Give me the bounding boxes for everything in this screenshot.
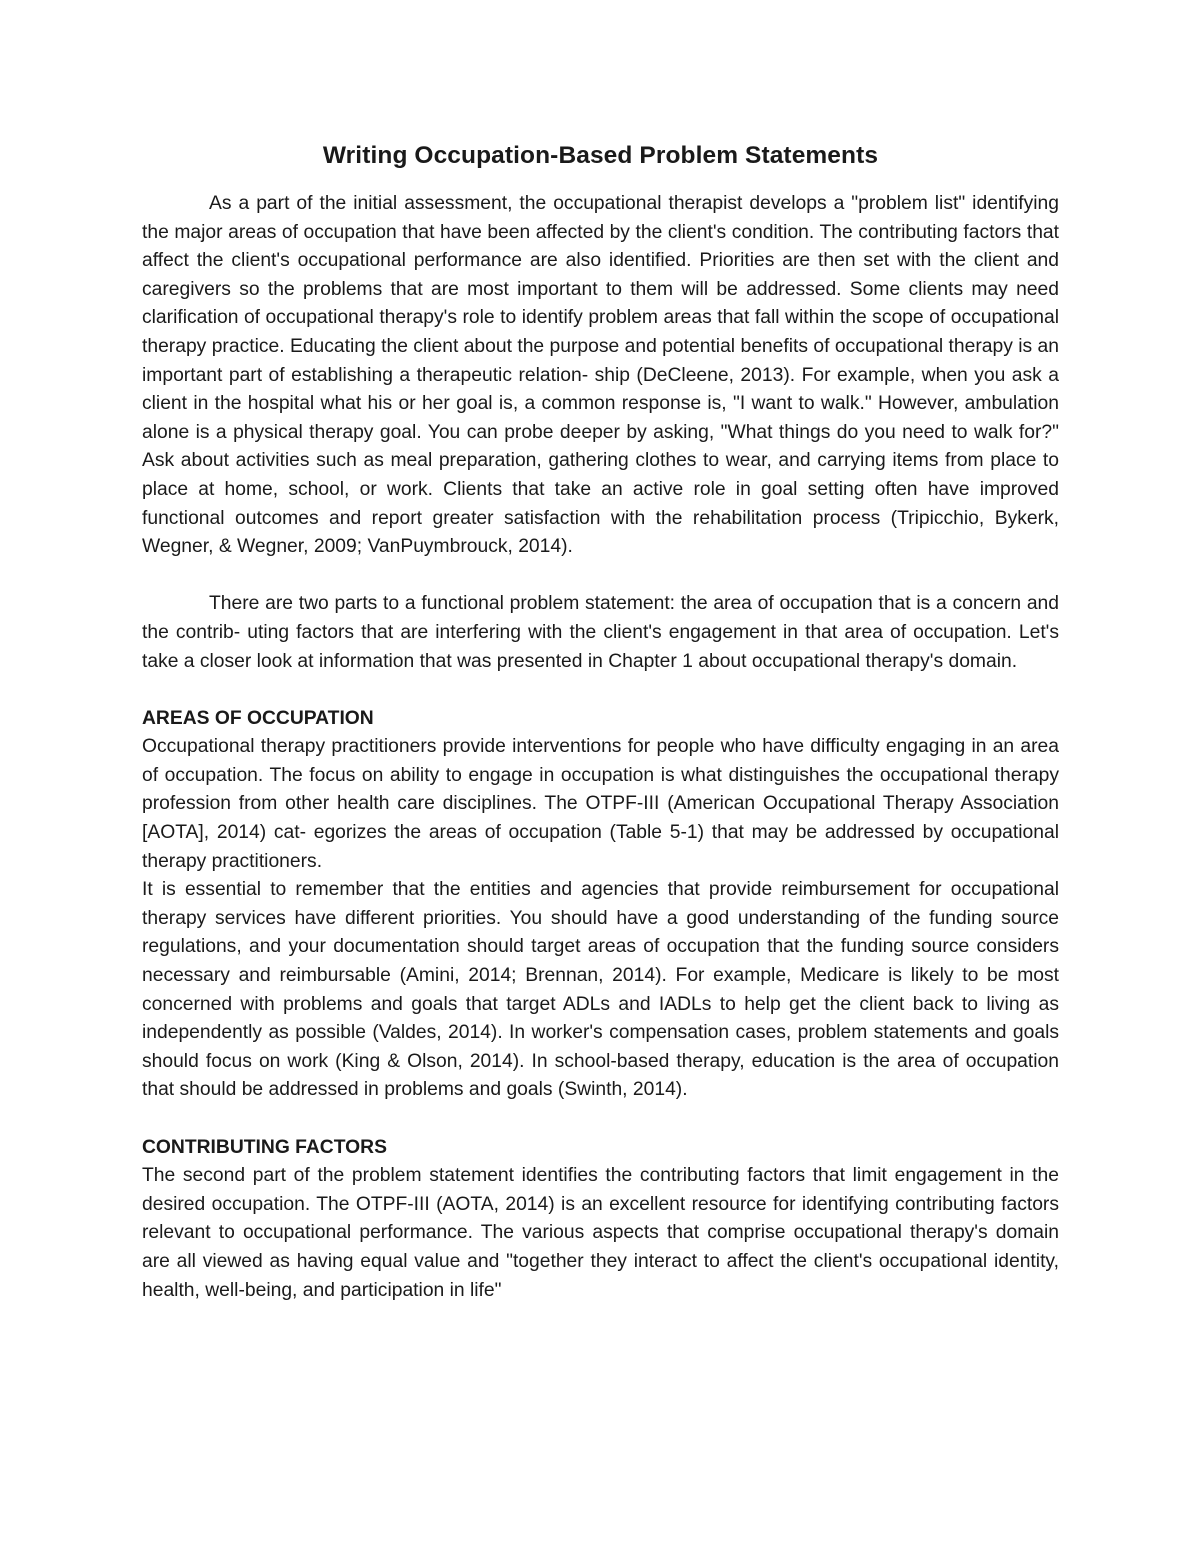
contributing-paragraph-1: The second part of the problem statement identifies the contributing factors that limit engagement in the desired occupation. The OTPF-III (AOTA, 2014) is an excellent resource for identifying contributing factors relevant to occupational performance. The various aspects that comprise occupational therapy's domain are all viewed as having equal value and "together they interact to affect the client's occupational identity, health, well-being, and participation in life" <box>142 1165 1059 1301</box>
document-page <box>142 140 1059 1305</box>
section-heading-areas-of-occupation: AREAS OF OCCUPATION <box>142 707 374 729</box>
intro-paragraph-1: As a part of the initial assessment, the occupational therapist develops a "problem list" identifying the major areas of occupation that have been affected by the client's condition. The contributing factors that affect the client's occupational performance are also identified. Priorities are then set with the client and caregivers so the problems that are most important to them will be addressed. Some clients may need clarification of occupational therapy's role to identify problem areas that fall within the scope of occupational therapy practice. Educating the client about the purpose and potential benefits of occupational therapy is an important part of establishing a therapeutic relation- ship (DeCleene, 2013). For example, when you ask a client in the hospital what his or her goal is, a common response is, "I want to walk." However, ambulation alone is a physical therapy goal. You can probe deeper by asking, "What things do you need to walk for?" Ask about activities such as meal preparation, gathering clothes to wear, and carrying items from place to place at home, school, or work. Clients that take an active role in goal setting often have improved functional outcomes and report greater satisfaction with the rehabilitation process (Tripicchio, Bykerk, Wegner, & Wegner, 2009; VanPuymbrouck, 2014). <box>142 193 1059 558</box>
paragraph-spacer <box>142 562 1059 591</box>
document-title: Writing Occupation-Based Problem Statements <box>322 142 879 169</box>
section-heading-contributing-factors: CONTRIBUTING FACTORS <box>142 1136 387 1158</box>
paragraph-spacer <box>142 676 1059 705</box>
intro-paragraph-2: There are two parts to a functional problem statement: the area of occupation that is a concern and the contrib- uting factors that are interfering with the client's engagement in that area of occupation. Let's take a closer look at information that was presented in Chapter 1 about occupational therapy's domain. <box>142 593 1059 672</box>
paragraph-spacer <box>142 1105 1059 1134</box>
areas-paragraph-1: Occupational therapy practitioners provide interventions for people who have difficulty engaging in an area of occupation. The focus on ability to engage in occupation is what distinguishes the occupational therapy profession from other health care disciplines. The OTPF-III (American Occupational Therapy Association [AOTA], 2014) cat- egorizes the areas of occupation (Table 5-1) that may be addressed by occupational therapy practitioners. <box>142 736 1059 872</box>
areas-paragraph-2: It is essential to remember that the entities and agencies that provide reimbursement for occupational therapy services have different priorities. You should have a good understanding of the funding source regulations, and your documentation should target areas of occupation that the funding source considers necessary and reimbursable (Amini, 2014; Brennan, 2014). For example, Medicare is likely to be most concerned with problems and goals that target ADLs and IADLs to help get the client back to living as independently as possible (Valdes, 2014). In worker's compensation cases, problem statements and goals should focus on work (King & Olson, 2014). In school-based therapy, education is the area of occupation that should be addressed in problems and goals (Swinth, 2014). <box>142 879 1059 1101</box>
